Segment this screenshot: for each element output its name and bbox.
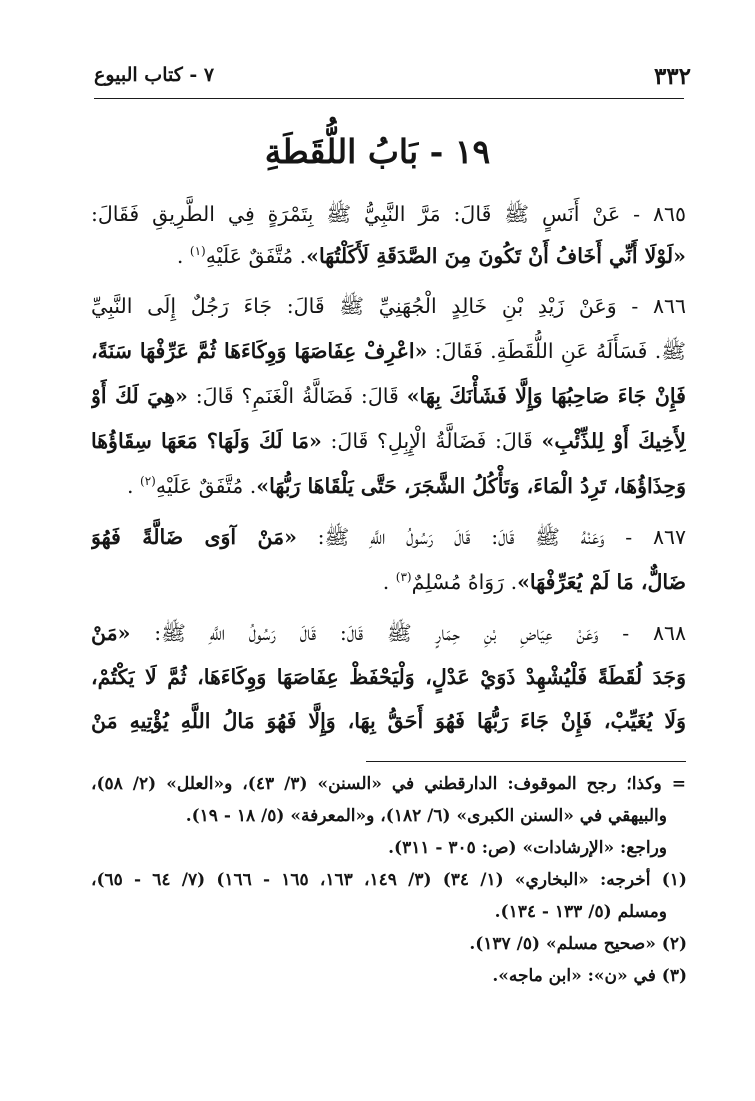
narration-text: ٨٦٥ - عَنْ أَنَسٍ ﷺ قَالَ: مَرَّ النَّبِيُّ ﷺ بِتَمْرَةٍ فِي الطَّرِيقِ فَقَالَ:	[91, 202, 686, 226]
footnote-marker: (٣)	[395, 570, 412, 585]
chapter-heading: ١٩ - بَابُ اللُّقَطَةِ	[264, 132, 491, 171]
page-number: ٣٣٢	[653, 63, 691, 90]
footnote-3: (٣) في «ن»: «ابن ماجه».	[492, 966, 687, 986]
hadith-text: «اعْرِفْ عِفَاصَهَا وَوِكَاءَهَا ثُمَّ عَرِّفْهَا سَنَةً،	[91, 339, 428, 363]
hadith-866-line-5	[91, 465, 686, 507]
hadith-866-line-4	[91, 420, 686, 462]
hadith-867-line-2	[91, 561, 686, 603]
footnote-1-line-2: ومسلم (٥/ ١٣٣ - ١٣٤).	[494, 902, 667, 922]
hadith-867-line-1	[91, 516, 686, 558]
narration-text: .	[382, 570, 396, 594]
footnote-marker: (١)	[189, 244, 206, 259]
narration-text: .	[126, 474, 141, 498]
hadith-text: وَحِذَاؤُهَا، تَرِدُ الْمَاءَ، وَتَأْكُلُ الشَّجَرَ، حَتَّى يَلْقَاهَا رَبُّهَا»	[256, 474, 686, 498]
footnote-marker: (٢)	[140, 474, 156, 489]
narration-text: . مُتَّفَقٌ عَلَيْهِ	[155, 474, 257, 498]
hadith-text: لِأَخِيكَ أَوْ لِلذِّئْبِ»	[541, 429, 686, 453]
hadith-text: «مَا لَكَ وَلَهَا؟ مَعَهَا سِقَاؤُهَا	[91, 429, 322, 453]
hadith-868-line-3	[91, 700, 686, 742]
footnote-separator	[366, 761, 686, 762]
footnote-1-line-1: (١) أخرجه: «البخاري» (١/ ٣٤) (٣/ ١٤٩، ١٦٣، ١٦٥ - ١٦٦) (٧/ ٦٤ - ٦٥)،	[91, 870, 687, 890]
narration-text: قَالَ: فَضَالَّةُ الْغَنَمِ؟ قَالَ:	[187, 384, 407, 408]
header-rule	[94, 98, 684, 99]
running-title: ٧ - كتاب البيوع	[94, 64, 215, 86]
narration-text: ٨٦٨ - وَعَنْ عِيَاضِ بْنِ حِمَارٍ ﷺ قَالَ: قَالَ رَسُولُ اللَّهِ ﷺ:	[130, 621, 686, 645]
hadith-865-line-1	[91, 193, 686, 235]
footnote-2: (٢) «صحيح مسلم» (٥/ ١٣٧).	[469, 934, 687, 954]
hadith-866-line-2	[91, 330, 686, 372]
hadith-868-line-2	[91, 656, 686, 698]
narration-text: .	[176, 244, 190, 268]
narration-text: . رَوَاهُ مُسْلِمٌ	[411, 570, 518, 594]
hadith-865-line-2	[91, 235, 686, 277]
hadith-text: «مَنْ آوَى ضَالَّةً فَهُوَ	[91, 525, 297, 549]
footnote-continuation-line-1: = وكذا؛ رجح الموقوف: الدارقطني في «السنن» (٣/ ٤٣)، و«العلل» (٢/ ٥٨)،	[91, 774, 686, 794]
hadith-866-line-1	[91, 285, 686, 327]
narration-text: ﷺ. فَسَأَلَهُ عَنِ اللُّقَطَةِ. فَقَالَ:	[427, 339, 686, 363]
hadith-866-line-3	[91, 375, 686, 417]
hadith-text: وَلَا يُغَيِّبْ، فَإِنْ جَاءَ رَبُّهَا فَهُوَ أَحَقُّ بِهَا، وَإِلَّا فَهُوَ مَالُ اللَّهِ يُؤْتِيهِ مَنْ	[91, 709, 686, 733]
narration-text: . مُتَّفَقٌ عَلَيْهِ	[205, 244, 307, 268]
narration-text: ٨٦٦ - وَعَنْ زَيْدِ بْنِ خَالِدٍ الْجُهَنِيِّ ﷺ قَالَ: جَاءَ رَجُلٌ إِلَى النَّبِيِّ	[91, 294, 686, 318]
narration-text: ٨٦٧ - وَعَنْهُ ﷺ قَالَ: قَالَ رَسُولُ اللَّهِ ﷺ:	[296, 525, 686, 549]
footnote-continuation-line-3: وراجع: «الإرشادات» (ص: ٣٠٥ - ٣١١).	[388, 838, 667, 858]
hadith-text: فَإِنْ جَاءَ صَاحِبُهَا وَإِلَّا فَشَأْنَكَ بِهَا»	[406, 384, 686, 408]
hadith-text: «لَوْلَا أَنِّي أَخَافُ أَنْ تَكُونَ مِنَ الصَّدَقَةِ لَأَكَلْتُهَا»	[306, 244, 686, 268]
footnote-continuation-line-2: والبيهقي في «السنن الكبرى» (٦/ ١٨٢)، و«المعرفة» (٥/ ١٨ - ١٩).	[185, 806, 667, 826]
hadith-868-line-1	[91, 612, 686, 654]
hadith-text: «هِيَ لَكَ أَوْ	[91, 384, 188, 408]
hadith-text: ضَالٌّ، مَا لَمْ يُعَرِّفْهَا»	[517, 570, 686, 594]
hadith-text: وَجَدَ لُقَطَةً فَلْيُشْهِدْ ذَوَيْ عَدْلٍ، وَلْيَحْفَظْ عِفَاصَهَا وَوِكَاءَهَا، ثُمَّ لَا يَكْتُمْ،	[91, 665, 686, 689]
hadith-text: «مَنْ	[91, 621, 131, 645]
narration-text: قَالَ: فَضَالَّةُ الْإِبِلِ؟ قَالَ:	[321, 429, 542, 453]
